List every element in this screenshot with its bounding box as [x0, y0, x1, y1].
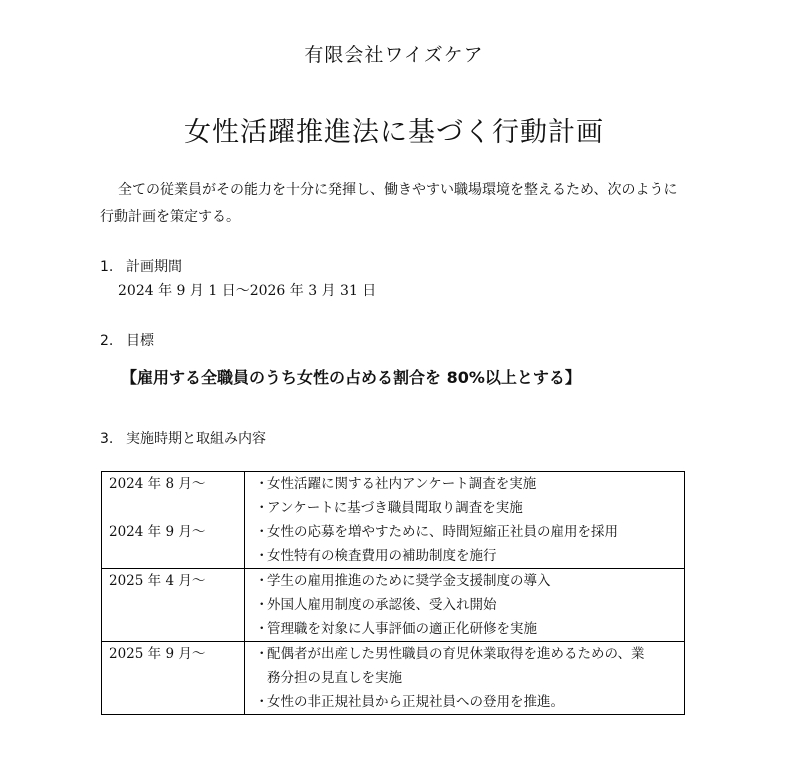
section-3-number: 3. — [100, 431, 114, 447]
plan-date-cell — [102, 642, 245, 715]
section-3-heading — [100, 428, 266, 448]
document-title: 女性活躍推進法に基づく行動計画 — [184, 117, 604, 148]
bullet-icon: ・ — [255, 476, 269, 492]
plan-item — [245, 690, 684, 714]
plan-item-text: 務分担の見直しを実施 — [267, 670, 402, 686]
plan-date — [102, 690, 244, 714]
plan-date-cell — [102, 472, 245, 569]
bullet-icon: ・ — [255, 573, 269, 589]
plan-item — [245, 520, 684, 544]
plan-date — [102, 593, 244, 617]
bullet-icon: ・ — [255, 548, 269, 564]
bullet-icon: ・ — [255, 646, 269, 662]
section-1-number: 1. — [100, 259, 114, 275]
plan-item-text: アンケートに基づき職員聞取り調査を実施 — [267, 500, 523, 516]
bullet-icon: ・ — [255, 694, 269, 710]
plan-date — [102, 544, 244, 568]
plan-item-text: 配偶者が出産した男性職員の育児休業取得を進めるための、業 — [267, 646, 645, 662]
plan-period: 2024 年 9 月 1 日～2026 年 3 月 31 日 — [118, 283, 377, 299]
section-2-heading — [100, 330, 154, 350]
intro-line-1: 全ての従業員がその能力を十分に発揮し、働きやすい職場環境を整えるため、次のように — [118, 182, 678, 198]
plan-item-text: 学生の雇用推進のために奨学金支援制度の導入 — [267, 573, 551, 589]
bullet-icon: ・ — [255, 621, 269, 637]
plan-date — [102, 496, 244, 520]
company-name: 有限会社ワイズケア — [304, 44, 484, 66]
bullet-icon: ・ — [255, 524, 269, 540]
plan-item — [245, 593, 684, 617]
intro-line-2: 行動計画を策定する。 — [100, 209, 240, 225]
plan-item — [245, 666, 684, 690]
plan-items-cell — [245, 642, 685, 715]
section-1-heading — [100, 256, 182, 276]
plan-item-text: 管理職を対象に人事評価の適正化研修を実施 — [267, 621, 537, 637]
plan-date: 2024 年 9 月～ — [109, 524, 206, 540]
plan-date: 2025 年 4 月～ — [109, 573, 206, 589]
action-plan-table — [101, 471, 685, 715]
plan-item — [245, 496, 684, 520]
plan-item-text: 女性活躍に関する社内アンケート調査を実施 — [267, 476, 537, 492]
plan-item — [245, 642, 684, 666]
section-1-label: 計画期間 — [126, 259, 182, 275]
plan-item-text: 女性の非正規社員から正規社員への登用を推進。 — [267, 694, 564, 710]
goal-statement: 【雇用する全職員のうち女性の占める割合を 80%以上とする】 — [121, 368, 581, 387]
plan-items-cell — [245, 472, 685, 569]
plan-row — [102, 642, 685, 715]
plan-date — [102, 617, 244, 641]
plan-date: 2025 年 9 月～ — [109, 646, 206, 662]
plan-item — [245, 472, 684, 496]
plan-row — [102, 569, 685, 642]
plan-items-cell — [245, 569, 685, 642]
plan-date: 2024 年 8 月～ — [109, 476, 206, 492]
plan-item-text: 女性の応募を増やすために、時間短縮正社員の雇用を採用 — [267, 524, 618, 540]
plan-item — [245, 569, 684, 593]
section-2-number: 2. — [100, 333, 114, 349]
intro-paragraph — [100, 177, 700, 231]
plan-item-text: 外国人雇用制度の承認後、受入れ開始 — [267, 597, 497, 613]
section-3-label: 実施時期と取組み内容 — [126, 431, 266, 447]
plan-date-cell — [102, 569, 245, 642]
plan-item — [245, 617, 684, 641]
plan-row — [102, 472, 685, 569]
plan-item-text: 女性特有の検査費用の補助制度を施行 — [267, 548, 497, 564]
bullet-icon: ・ — [255, 597, 269, 613]
section-2-label: 目標 — [126, 333, 154, 349]
bullet-icon: ・ — [255, 500, 269, 516]
plan-date — [102, 666, 244, 690]
plan-item — [245, 544, 684, 568]
